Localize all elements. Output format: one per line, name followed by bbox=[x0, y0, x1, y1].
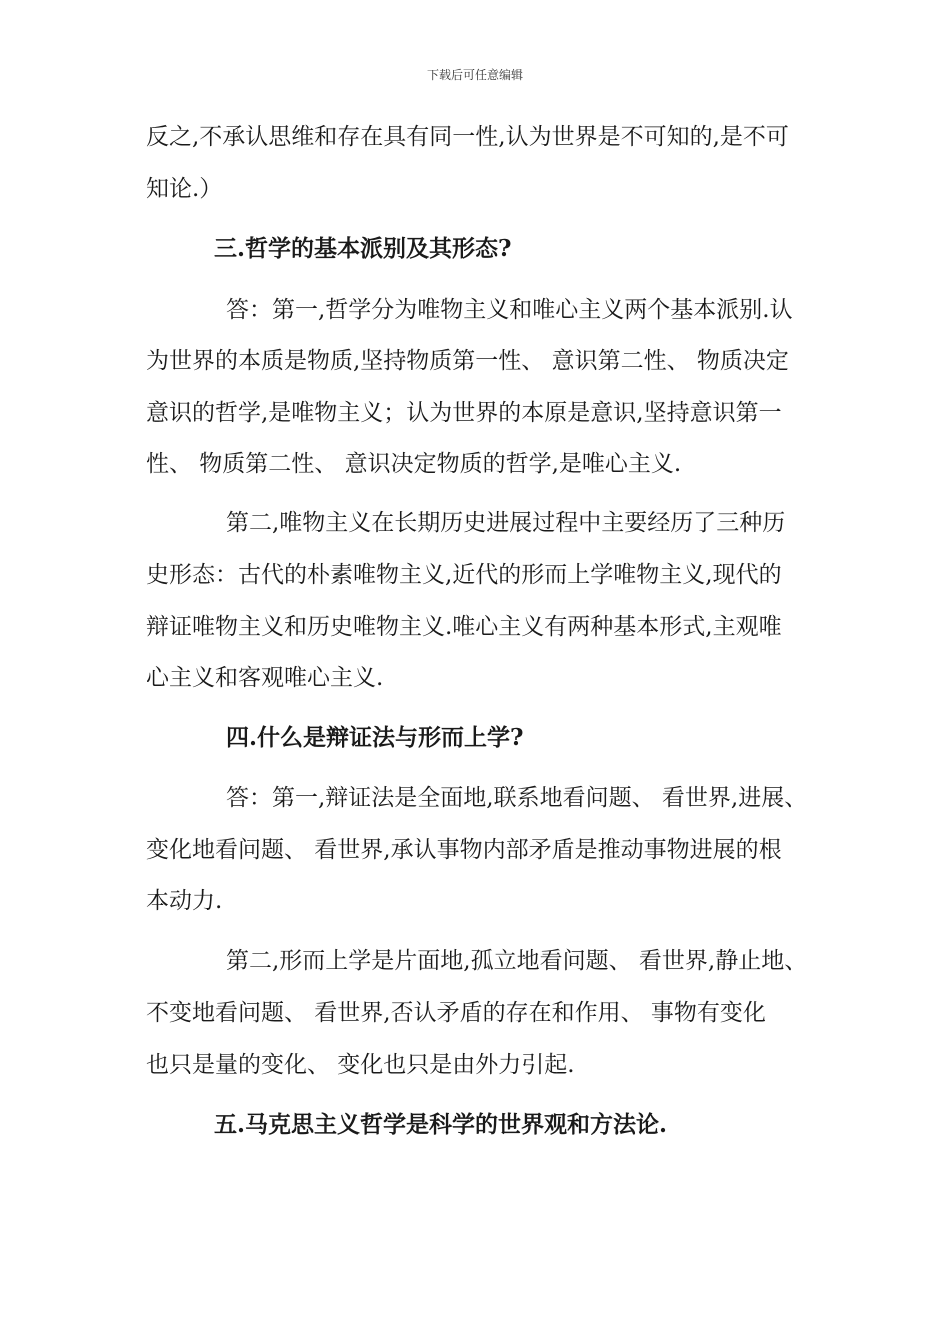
paragraph-line: 答：第一,辩证法是全面地,联系地看问题、 看世界,进展、 bbox=[226, 785, 808, 811]
paragraph-line: 辩证唯物主义和历史唯物主义.唯心主义有两种基本形式,主观唯 bbox=[146, 614, 782, 640]
paragraph-line: 本动力. bbox=[146, 888, 223, 914]
paragraph-line: 第二,唯物主义在长期历史进展过程中主要经历了三种历 bbox=[226, 510, 786, 536]
paragraph-line: 意识的哲学,是唯物主义；认为世界的本原是意识,坚持意识第一 bbox=[146, 400, 782, 426]
section-heading-4: 四.什么是辩证法与形而上学? bbox=[226, 724, 524, 751]
paragraph-line: 心主义和客观唯心主义. bbox=[146, 665, 384, 691]
paragraph-line: 第二,形而上学是片面地,孤立地看问题、 看世界,静止地、 bbox=[226, 948, 808, 974]
paragraph-line: 知论.） bbox=[146, 176, 223, 202]
paragraph-line: 史形态：古代的朴素唯物主义,近代的形而上学唯物主义,现代的 bbox=[146, 562, 782, 588]
paragraph-line: 性、 物质第二性、 意识决定物质的哲学,是唯心主义. bbox=[146, 451, 682, 477]
section-heading-5: 五.马克思主义哲学是科学的世界观和方法论. bbox=[214, 1111, 668, 1138]
paragraph-line: 答：第一,哲学分为唯物主义和唯心主义两个基本派别.认 bbox=[226, 297, 793, 323]
paragraph-line: 变化地看问题、 看世界,承认事物内部矛盾是推动事物进展的根 bbox=[146, 837, 782, 863]
paragraph-line: 为世界的本质是物质,坚持物质第一性、 意识第二性、 物质决定 bbox=[146, 348, 789, 374]
section-heading-3: 三.哲学的基本派别及其形态? bbox=[214, 235, 512, 262]
page-header: 下载后可任意编辑 bbox=[426, 68, 523, 82]
paragraph-line: 反之,不承认思维和存在具有同一性,认为世界是不可知的,是不可 bbox=[146, 124, 789, 150]
paragraph-line: 也只是量的变化、 变化也只是由外力引起. bbox=[146, 1052, 575, 1078]
paragraph-line: 不变地看问题、 看世界,否认矛盾的存在和作用、 事物有变化 bbox=[146, 1000, 766, 1026]
